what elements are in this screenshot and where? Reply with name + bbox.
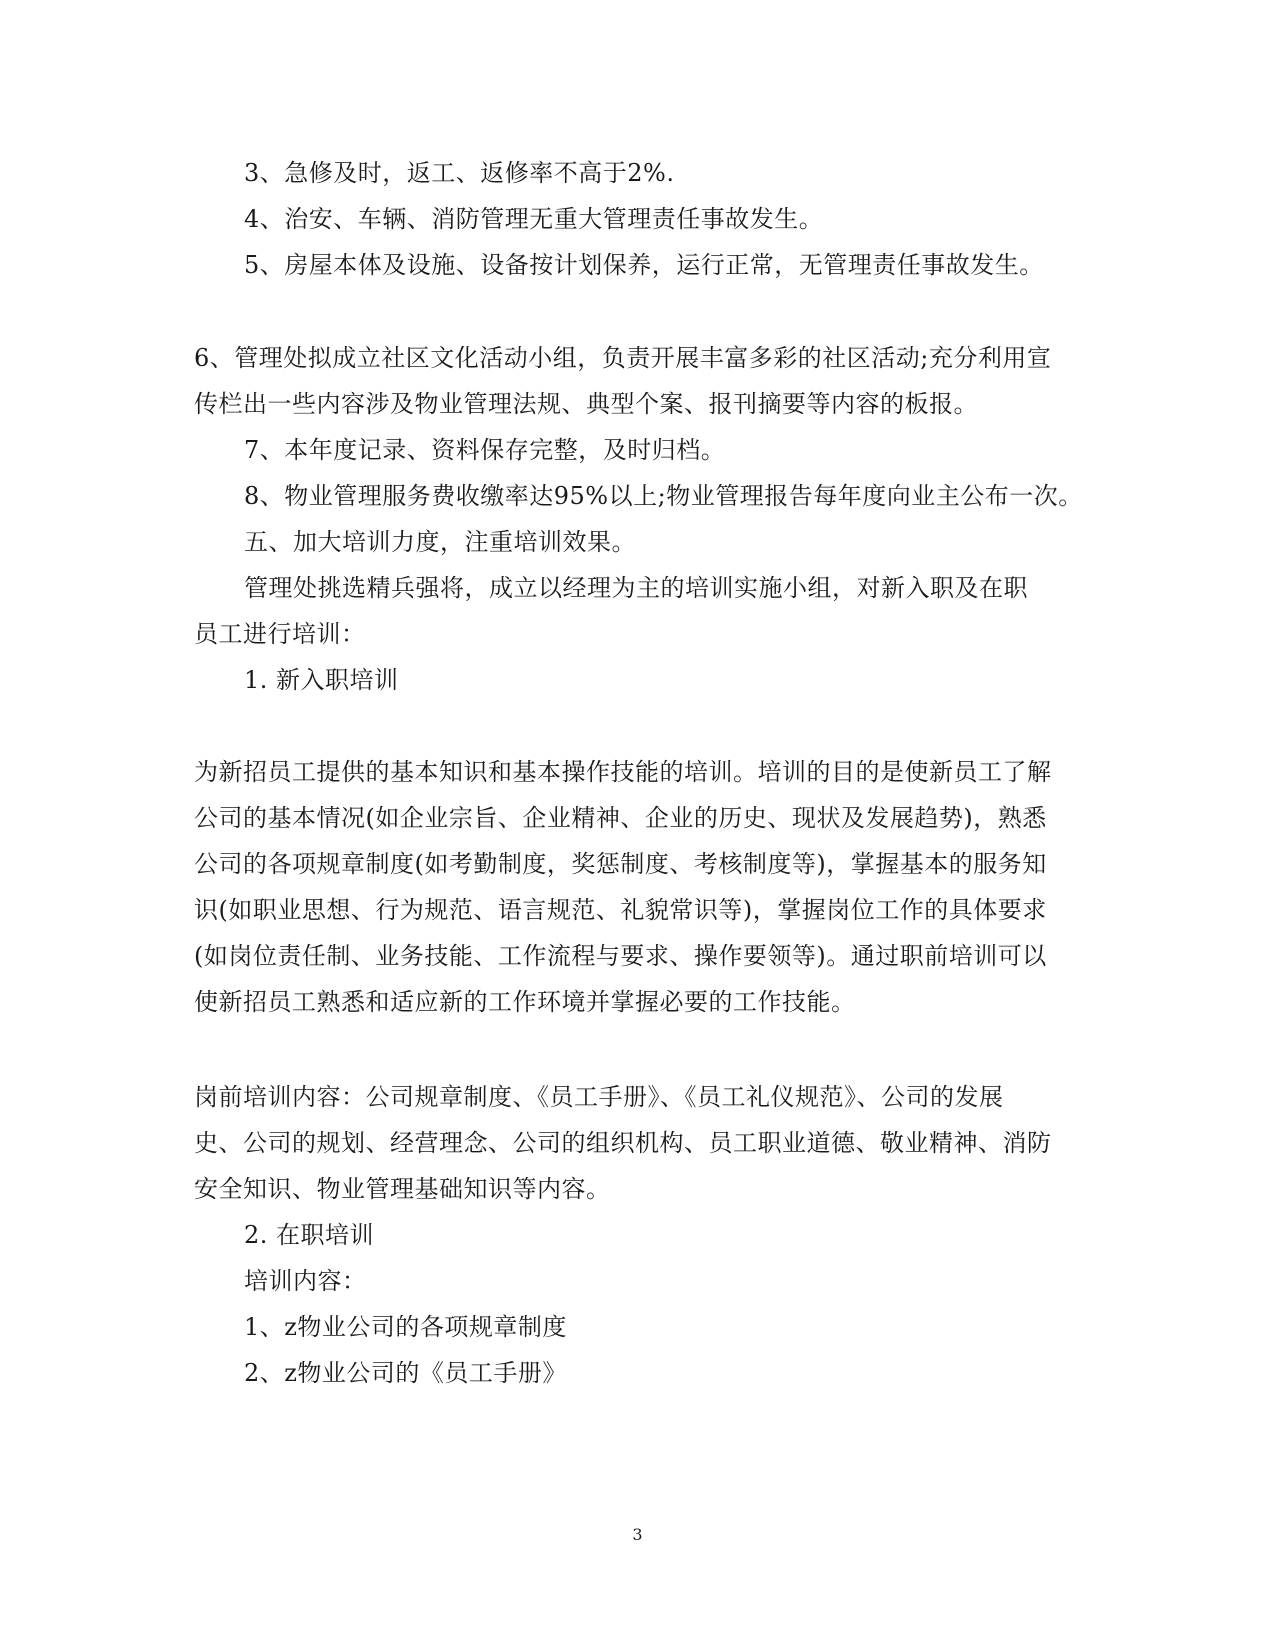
paragraph-line: 岗前培训内容：公司规章制度、《员工手册》、《员工礼仪规范》、公司的发展 [194, 1083, 1004, 1111]
paragraph-line: 8、物业管理服务费收缴率达95%以上;物业管理报告每年度向业主公布一次。 [244, 482, 1083, 510]
list-item: 2、z物业公司的《员工手册》 [244, 1359, 567, 1387]
subsection-heading: 1. 新入职培训 [244, 666, 399, 694]
paragraph-line: 识(如职业思想、行为规范、语言规范、礼貌常识等)，掌握岗位工作的具体要求 [194, 896, 1047, 924]
paragraph-line: 6、管理处拟成立社区文化活动小组，负责开展丰富多彩的社区活动;充分利用宣 [194, 344, 1052, 372]
subsection-heading: 2. 在职培训 [244, 1221, 375, 1249]
paragraph-line: 传栏出一些内容涉及物业管理法规、典型个案、报刊摘要等内容的板报。 [194, 390, 978, 418]
paragraph-line: (如岗位责任制、业务技能、工作流程与要求、操作要领等)。通过职前培训可以 [194, 942, 1047, 970]
paragraph-line: 5、房屋本体及设施、设备按计划保养，运行正常，无管理责任事故发生。 [244, 251, 1044, 279]
paragraph-line: 4、治安、车辆、消防管理无重大管理责任事故发生。 [244, 205, 824, 233]
paragraph-line: 安全知识、物业管理基础知识等内容。 [194, 1175, 611, 1203]
paragraph-line: 7、本年度记录、资料保存完整，及时归档。 [244, 436, 726, 464]
paragraph-line: 管理处挑选精兵强将，成立以经理为主的培训实施小组，对新入职及在职 [244, 574, 1028, 602]
paragraph-line: 员工进行培训： [194, 620, 366, 648]
paragraph-line: 公司的各项规章制度(如考勤制度，奖惩制度、考核制度等)，掌握基本的服务知 [194, 850, 1047, 878]
paragraph-line: 使新招员工熟悉和适应新的工作环境并掌握必要的工作技能。 [194, 988, 856, 1016]
paragraph-line: 公司的基本情况(如企业宗旨、企业精神、企业的历史、现状及发展趋势)，熟悉 [194, 804, 1047, 832]
paragraph-line: 史、公司的规划、经营理念、公司的组织机构、员工职业道德、敬业精神、消防 [194, 1129, 1052, 1157]
section-heading: 五、加大培训力度，注重培训效果。 [244, 528, 636, 556]
paragraph-line: 3、急修及时，返工、返修率不高于2%. [244, 159, 675, 187]
list-item: 1、z物业公司的各项规章制度 [244, 1313, 567, 1341]
page-number: 3 [632, 1525, 643, 1544]
paragraph-line: 培训内容： [244, 1267, 367, 1295]
paragraph-line: 为新招员工提供的基本知识和基本操作技能的培训。培训的目的是使新员工了解 [194, 758, 1052, 786]
